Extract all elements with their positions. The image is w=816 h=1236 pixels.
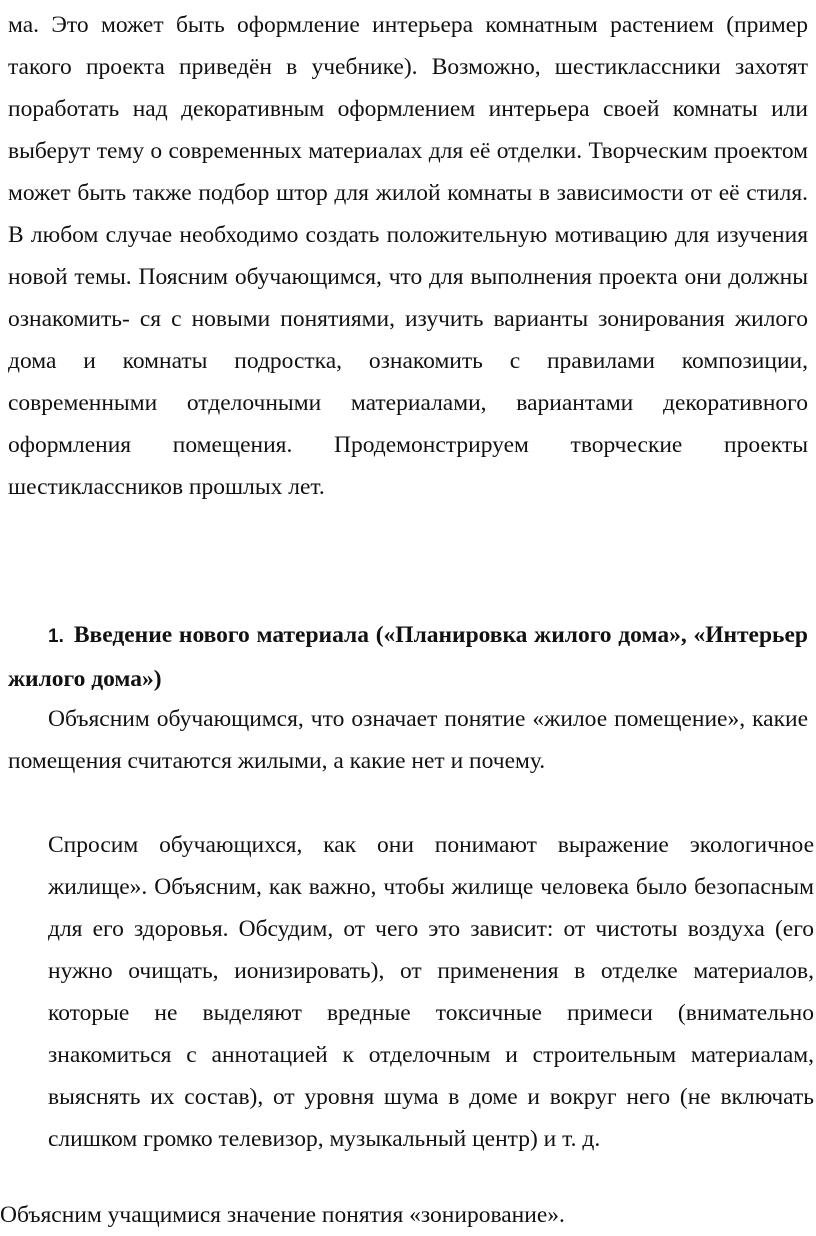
section-heading: [8, 614, 808, 700]
intro-paragraph: ма. Это может быть оформление интерьера комнатным растением (пример такого проекта приведён в учебнике). Возможно, шестиклассники захотят поработать над декоративным оформлением интерьера своей комнаты или выберут тему о современных материалах для её отделки. Творческим проектом может быть также подбор штор для жилой комнаты в зависимости от её стиля. В любом случае необходимо создать положительную мотивацию для изучения новой темы. Поясним обучающимся, что для выполнения проекта они должны ознакомить- ся с новыми понятиями, изучить варианты зонирования жилого дома и комнаты подростка, ознакомить с правилами композиции, современными отделочными материалами, вариантами декоративного оформления помещения. Продемонстрируем творческие проекты шестиклассников прошлых лет.: [8, 12, 808, 500]
section-number: 1.: [48, 626, 64, 647]
paragraph-zoning: Объясним учащимися значение понятия «зонирование».: [0, 1202, 565, 1228]
paragraph-living-space: Объясним обучающимся, что означает понятие «жилое помещение», какие помещения считаются жилыми, а какие нет и почему.: [8, 706, 808, 774]
section-title: Введение нового материала («Планировка жилого дома», «Интерьер жилого дома»): [8, 622, 808, 692]
paragraph-eco-housing: Спросим обучающихся, как они понимают выражение экологичное жилище». Объясним, как важно, чтобы жилище человека было безопасным для его здоровья. Обсудим, от чего это зависит: от чистоты воздуха (его нужно очищать, ионизировать), от применения в отделке материалов, которые не выделяют вредные токсичные примеси (внимательно знакомиться с аннотацией к отделочным и строительным материалам, выяснять их состав), от уровня шума в доме и вокруг него (не включать слишком громко телевизор, музыкальный центр) и т. д.: [48, 832, 814, 1152]
